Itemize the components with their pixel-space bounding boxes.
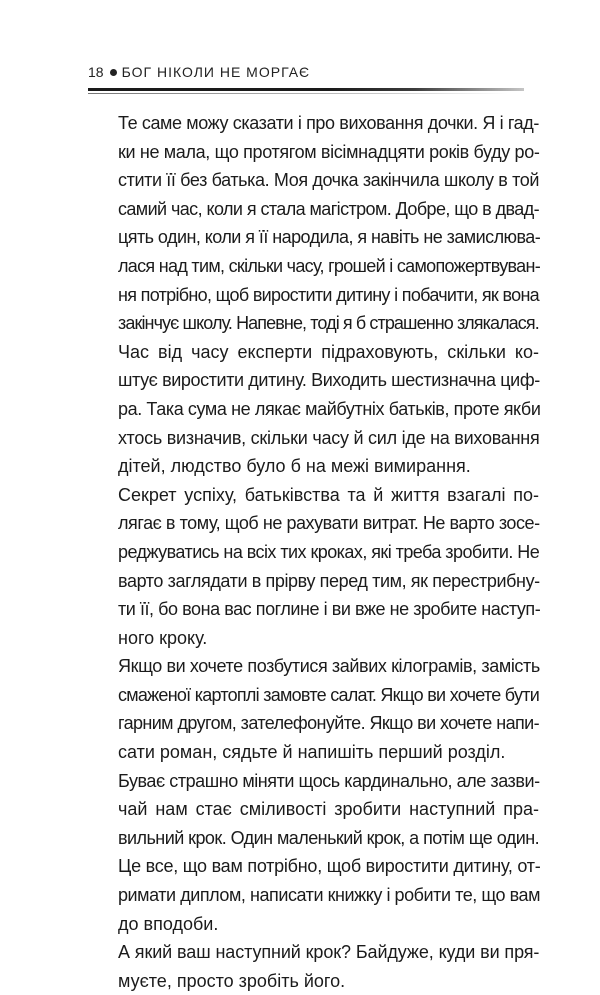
text-line: штує виростити дитину. Виходить шестизначна циф- bbox=[118, 370, 540, 391]
text-line: сати роман, сядьте й напишіть перший розділ. bbox=[118, 742, 506, 763]
paragraph bbox=[89, 938, 539, 995]
text-line: вильний крок. Один маленький крок, а потім ще один. bbox=[118, 827, 540, 848]
text-line: стити її без батька. Моя дочка закінчила школу в той bbox=[118, 170, 539, 191]
running-title: БОГ НІКОЛИ НЕ МОРГАЄ bbox=[121, 64, 311, 80]
text-line: самий час, коли я стала магістром. Добре, що в двад- bbox=[118, 198, 539, 219]
text-line: хтось визначив, скільки часу й сил іде на виховання bbox=[118, 427, 540, 448]
text-line: ня потрібно, щоб виростити дитину і побачити, як вона bbox=[118, 284, 539, 305]
text-line: лягає в тому, щоб не рахувати витрат. Не варто зосе- bbox=[118, 513, 540, 534]
paragraph bbox=[89, 767, 539, 939]
text-line: до вподоби. bbox=[118, 913, 219, 934]
running-header bbox=[88, 64, 310, 80]
text-line: Те саме можу сказати і про виховання дочки. Я і гад- bbox=[118, 113, 539, 133]
paragraph bbox=[89, 481, 539, 653]
header-rule-thin bbox=[88, 93, 508, 94]
header-rule bbox=[88, 88, 524, 91]
text-line: Секрет успіху, батьківства та й життя взагалі по- bbox=[118, 484, 539, 505]
text-line: Час від часу експерти підраховують, скільки ко- bbox=[118, 341, 539, 362]
paragraph bbox=[89, 338, 539, 481]
text-line: лася над тим, скільки часу, грошей і самопожертвуван- bbox=[118, 255, 540, 276]
text-line: А який ваш наступний крок? Байдуже, куди ви пря- bbox=[118, 942, 540, 963]
text-line: смаженої картоплі замовте салат. Якщо ви хочете бути bbox=[118, 684, 539, 705]
text-line: ки не мала, що протягом вісімнадцяти років буду ро- bbox=[118, 141, 540, 162]
paragraph bbox=[89, 109, 539, 338]
text-line: ти її, бо вона вас поглине і ви вже не зробите наступ- bbox=[118, 599, 541, 620]
text-line: варто заглядати в прірву перед тим, як перестрибну- bbox=[118, 570, 540, 591]
text-line: Це все, що вам потрібно, щоб виростити дитину, от- bbox=[118, 856, 541, 877]
text-line: римати диплом, написати книжку і робити те, що вам bbox=[118, 885, 541, 906]
text-line: гарним другом, зателефонуйте. Якщо ви хочете напи- bbox=[118, 713, 539, 734]
text-line: дітей, людство було б на межі вимирання. bbox=[118, 456, 471, 477]
page-number: 18 bbox=[88, 64, 104, 80]
text-line: чай нам стає сміливості зробити наступний пра- bbox=[118, 799, 539, 820]
paragraph bbox=[89, 652, 539, 766]
bullet-separator-icon bbox=[110, 69, 117, 76]
text-line: ного кроку. bbox=[118, 627, 208, 648]
text-line: реджуватись на всіх тих кроках, які треба зробити. Не bbox=[118, 541, 540, 562]
text-line: ра. Така сума не лякає майбутніх батьків, проте якби bbox=[118, 398, 541, 419]
text-line: Буває страшно міняти щось кардинально, але зазви- bbox=[118, 770, 540, 791]
text-line: закінчує школу. Напевне, тоді я б страшенно злякалася. bbox=[118, 313, 539, 334]
text-line: цять один, коли я її народила, я навіть не замислюва- bbox=[118, 227, 541, 248]
text-line: муєте, просто зробіть його. bbox=[118, 970, 346, 991]
text-line: Якщо ви хочете позбутися зайвих кілограмів, замість bbox=[118, 656, 540, 677]
body-text bbox=[89, 109, 539, 995]
